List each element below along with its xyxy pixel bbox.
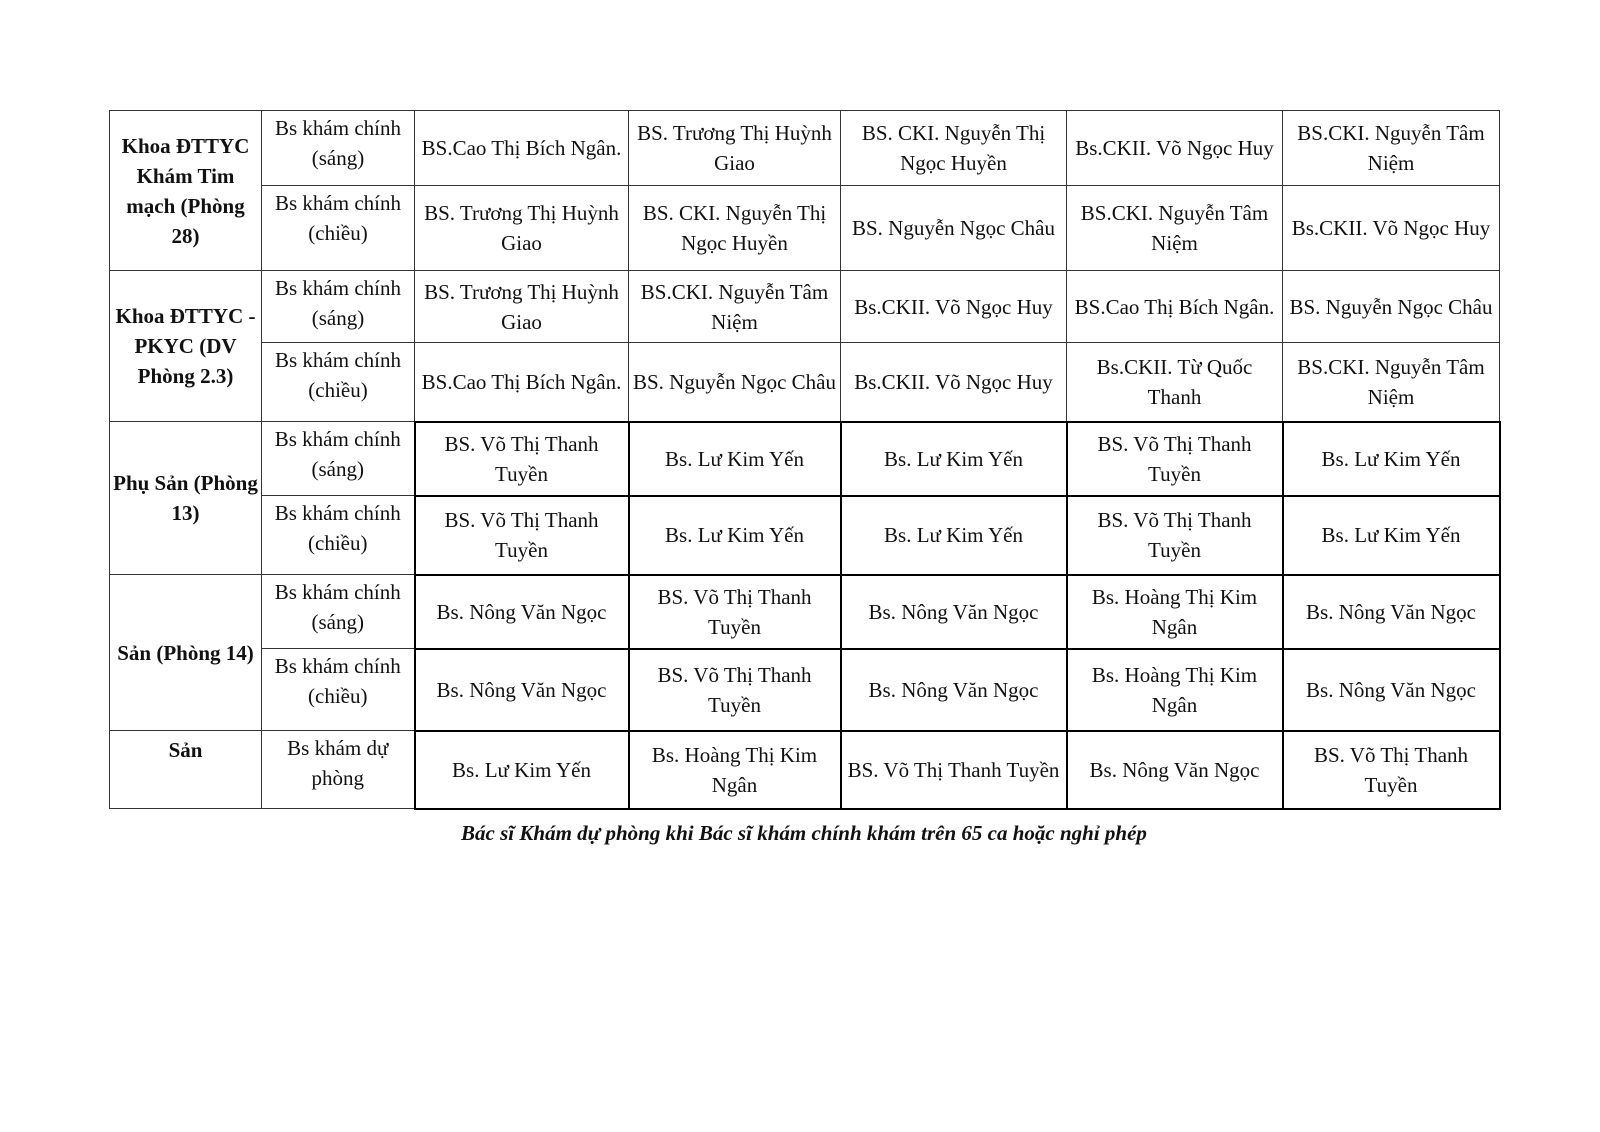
doctor-cell: BS. Trương Thị Huỳnh Giao — [629, 111, 841, 186]
schedule-row — [110, 111, 1500, 186]
doctor-cell: BS.CKI. Nguyễn Tâm Niệm — [629, 271, 841, 343]
doctor-cell: Bs. Lư Kim Yến — [629, 422, 841, 496]
doctor-cell: Bs. Nông Văn Ngọc — [841, 575, 1067, 649]
doctor-cell: Bs.CKII. Võ Ngọc Huy — [841, 343, 1067, 422]
duty-schedule-table — [109, 110, 1501, 810]
shift-cell: Bs khám chính (sáng) — [262, 111, 415, 186]
doctor-cell: Bs. Hoàng Thị Kim Ngân — [1067, 649, 1283, 731]
doctor-cell: Bs. Hoàng Thị Kim Ngân — [1067, 575, 1283, 649]
doctor-cell: BS. Võ Thị Thanh Tuyền — [629, 649, 841, 731]
doctor-cell: BS. Võ Thị Thanh Tuyền — [415, 422, 629, 496]
department-cell: Sản (Phòng 14) — [110, 575, 262, 731]
doctor-cell: Bs. Nông Văn Ngọc — [1067, 731, 1283, 809]
doctor-cell: Bs. Nông Văn Ngọc — [841, 649, 1067, 731]
shift-cell: Bs khám chính (chiều) — [262, 649, 415, 731]
doctor-cell: BS. CKI. Nguyễn Thị Ngọc Huyền — [841, 111, 1067, 186]
doctor-cell: Bs.CKII. Võ Ngọc Huy — [1067, 111, 1283, 186]
doctor-cell: BS.CKI. Nguyễn Tâm Niệm — [1283, 343, 1500, 422]
doctor-cell: BS.Cao Thị Bích Ngân. — [1067, 271, 1283, 343]
doctor-cell: Bs. Nông Văn Ngọc — [1283, 575, 1500, 649]
doctor-cell: Bs. Hoàng Thị Kim Ngân — [629, 731, 841, 809]
doctor-cell: BS. Võ Thị Thanh Tuyền — [841, 731, 1067, 809]
doctor-cell: BS. Võ Thị Thanh Tuyền — [1283, 731, 1500, 809]
shift-cell: Bs khám chính (sáng) — [262, 422, 415, 496]
shift-cell: Bs khám dự phòng — [262, 731, 415, 809]
shift-cell: Bs khám chính (chiều) — [262, 186, 415, 271]
doctor-cell: BS. Trương Thị Huỳnh Giao — [415, 186, 629, 271]
schedule-row — [110, 271, 1500, 343]
doctor-cell: Bs. Nông Văn Ngọc — [415, 649, 629, 731]
footnote: Bác sĩ Khám dự phòng khi Bác sĩ khám chính khám trên 65 ca hoặc nghỉ phép — [461, 821, 1147, 845]
doctor-cell: BS. Võ Thị Thanh Tuyền — [415, 496, 629, 575]
doctor-cell: BS.Cao Thị Bích Ngân. — [415, 343, 629, 422]
doctor-cell: BS.Cao Thị Bích Ngân. — [415, 111, 629, 186]
doctor-cell: BS.CKI. Nguyễn Tâm Niệm — [1283, 111, 1500, 186]
doctor-cell: BS. Võ Thị Thanh Tuyền — [1067, 422, 1283, 496]
schedule-row — [110, 343, 1500, 422]
doctor-cell: BS. Võ Thị Thanh Tuyền — [1067, 496, 1283, 575]
doctor-cell: Bs. Lư Kim Yến — [629, 496, 841, 575]
doctor-cell: Bs.CKII. Từ Quốc Thanh — [1067, 343, 1283, 422]
schedule-row — [110, 649, 1500, 731]
doctor-cell: Bs. Nông Văn Ngọc — [415, 575, 629, 649]
doctor-cell: BS. CKI. Nguyễn Thị Ngọc Huyền — [629, 186, 841, 271]
schedule-row — [110, 186, 1500, 271]
department-cell: Phụ Sản (Phòng 13) — [110, 422, 262, 575]
department-cell: Sản — [110, 731, 262, 809]
shift-cell: Bs khám chính (sáng) — [262, 271, 415, 343]
doctor-cell: Bs. Lư Kim Yến — [415, 731, 629, 809]
doctor-cell: BS. Nguyễn Ngọc Châu — [629, 343, 841, 422]
department-cell: Khoa ĐTTYC - PKYC (DV Phòng 2.3) — [110, 271, 262, 422]
schedule-row — [110, 422, 1500, 496]
schedule-row — [110, 731, 1500, 809]
shift-cell: Bs khám chính (chiều) — [262, 343, 415, 422]
shift-cell: Bs khám chính (chiều) — [262, 496, 415, 575]
schedule-row — [110, 496, 1500, 575]
doctor-cell: Bs.CKII. Võ Ngọc Huy — [841, 271, 1067, 343]
doctor-cell: Bs. Lư Kim Yến — [841, 496, 1067, 575]
doctor-cell: Bs. Lư Kim Yến — [841, 422, 1067, 496]
doctor-cell: BS. Trương Thị Huỳnh Giao — [415, 271, 629, 343]
department-cell: Khoa ĐTTYC Khám Tim mạch (Phòng 28) — [110, 111, 262, 271]
doctor-cell: BS. Võ Thị Thanh Tuyền — [629, 575, 841, 649]
doctor-cell: BS.CKI. Nguyễn Tâm Niệm — [1067, 186, 1283, 271]
doctor-cell: Bs. Lư Kim Yến — [1283, 496, 1500, 575]
doctor-cell: BS. Nguyễn Ngọc Châu — [1283, 271, 1500, 343]
shift-cell: Bs khám chính (sáng) — [262, 575, 415, 649]
schedule-row — [110, 575, 1500, 649]
doctor-cell: BS. Nguyễn Ngọc Châu — [841, 186, 1067, 271]
doctor-cell: Bs. Lư Kim Yến — [1283, 422, 1500, 496]
doctor-cell: Bs.CKII. Võ Ngọc Huy — [1283, 186, 1500, 271]
doctor-cell: Bs. Nông Văn Ngọc — [1283, 649, 1500, 731]
